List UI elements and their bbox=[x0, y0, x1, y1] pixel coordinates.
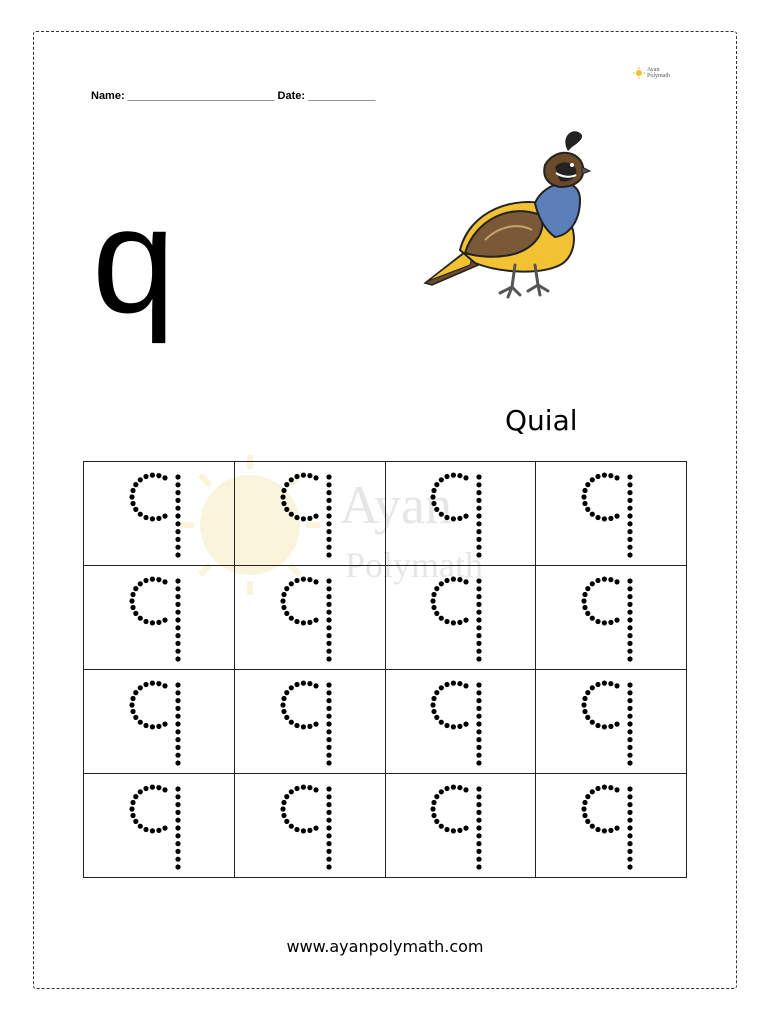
example-word: Quial bbox=[505, 404, 578, 437]
quail-illustration bbox=[420, 125, 592, 305]
tracing-cell bbox=[84, 670, 235, 774]
dotted-letter-q bbox=[576, 677, 646, 767]
tracing-row bbox=[84, 462, 687, 566]
dotted-letter-q bbox=[576, 573, 646, 663]
dotted-letter-q bbox=[275, 573, 345, 663]
dotted-letter-q bbox=[124, 781, 194, 871]
dotted-letter-q bbox=[425, 677, 495, 767]
tracing-row bbox=[84, 566, 687, 670]
tracing-cell bbox=[385, 462, 536, 566]
tracing-cell bbox=[385, 566, 536, 670]
name-date-line: Name: ________________________ Date: ___________ bbox=[91, 90, 376, 102]
tracing-row bbox=[84, 670, 687, 774]
featured-letter: q bbox=[92, 176, 176, 344]
dotted-letter-q bbox=[425, 573, 495, 663]
watermark-line1: Ayan bbox=[340, 475, 453, 535]
tracing-cell bbox=[84, 774, 235, 878]
tracing-cell bbox=[84, 566, 235, 670]
tracing-cell bbox=[234, 670, 385, 774]
dotted-letter-q bbox=[275, 469, 345, 559]
tracing-cell bbox=[234, 462, 385, 566]
dotted-letter-q bbox=[576, 469, 646, 559]
footer-url: www.ayanpolymath.com bbox=[286, 937, 484, 956]
tracing-cell bbox=[536, 774, 687, 878]
dotted-letter-q bbox=[425, 781, 495, 871]
dotted-letter-q bbox=[124, 677, 194, 767]
tracing-cell bbox=[385, 774, 536, 878]
tracing-cell bbox=[536, 566, 687, 670]
tracing-grid bbox=[83, 461, 687, 878]
dotted-letter-q bbox=[275, 781, 345, 871]
tracing-cell bbox=[234, 774, 385, 878]
dotted-letter-q bbox=[576, 781, 646, 871]
dotted-letter-q bbox=[124, 469, 194, 559]
tracing-cell bbox=[84, 462, 235, 566]
logo-line2: Polymath bbox=[647, 73, 671, 79]
brand-logo bbox=[630, 64, 670, 82]
tracing-cell bbox=[536, 670, 687, 774]
dotted-letter-q bbox=[275, 677, 345, 767]
tracing-row bbox=[84, 774, 687, 878]
tracing-cell bbox=[385, 670, 536, 774]
watermark-line2: Polymath bbox=[345, 545, 484, 585]
tracing-cell bbox=[234, 566, 385, 670]
dotted-letter-q bbox=[425, 469, 495, 559]
sun-logo-icon bbox=[633, 67, 645, 79]
tracing-cell bbox=[536, 462, 687, 566]
dotted-letter-q bbox=[124, 573, 194, 663]
logo-line1: Ayan bbox=[647, 67, 660, 73]
